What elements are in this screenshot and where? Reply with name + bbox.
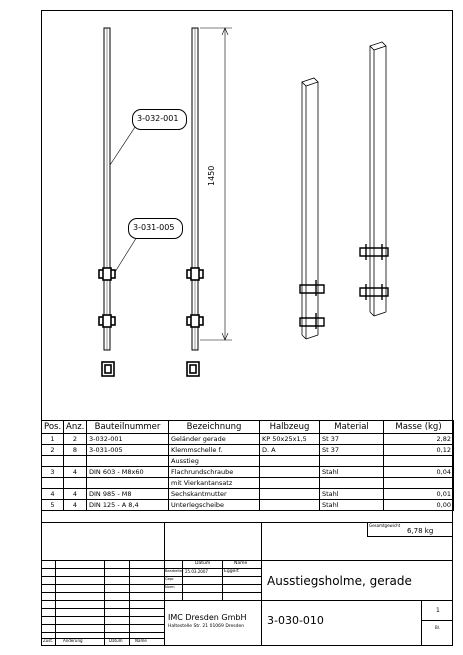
cell: 4 <box>42 489 64 500</box>
cell: 0,12 <box>384 445 454 456</box>
cell: St 37 <box>320 445 384 456</box>
iso-rail-left <box>300 78 324 339</box>
cell <box>260 467 320 478</box>
cell: 2,82 <box>384 434 454 445</box>
bearb-name: Eggert <box>224 569 239 574</box>
cell <box>260 489 320 500</box>
cell: DIN 125 - A 8,4 <box>87 500 169 511</box>
table-row <box>42 434 454 445</box>
cell <box>64 478 87 489</box>
cell <box>42 478 64 489</box>
mass-label: Gesamtgewicht <box>369 523 401 528</box>
title-block <box>41 522 453 646</box>
cell: Stahl <box>320 500 384 511</box>
company-name: IMC Dresden GmbH <box>168 613 247 622</box>
cell <box>87 456 169 467</box>
table-row <box>42 500 454 511</box>
col-header-part-number: Bauteilnummer <box>87 421 169 434</box>
cell <box>87 478 169 489</box>
name-small-label: Name <box>135 638 147 643</box>
cell: D. A <box>260 445 320 456</box>
cell: Unterlegscheibe <box>169 500 260 511</box>
cell: 0,04 <box>384 467 454 478</box>
cell: Stahl <box>320 467 384 478</box>
cell: 5 <box>42 500 64 511</box>
table-row <box>42 467 454 478</box>
callout-bubble-2 <box>128 218 183 239</box>
cell <box>260 500 320 511</box>
col-header-description: Bezeichnung <box>169 421 260 434</box>
col-header-semi-product: Halbzeug <box>260 421 320 434</box>
date-label: Datum <box>109 638 123 643</box>
cell: 2 <box>42 445 64 456</box>
sheet-number: 1 <box>436 607 440 614</box>
cell: 3-031-005 <box>87 445 169 456</box>
cell <box>320 456 384 467</box>
norm-label: Norm <box>165 585 175 589</box>
cell <box>320 478 384 489</box>
col-header-mass: Masse (kg) <box>384 421 454 434</box>
cell: 3 <box>42 467 64 478</box>
front-view-rail-left <box>104 28 110 350</box>
cell <box>64 456 87 467</box>
dimension-value: 1450 <box>207 165 216 186</box>
cell: Geländer gerade <box>169 434 260 445</box>
cell: 2 <box>64 434 87 445</box>
cell: Sechskantmutter <box>169 489 260 500</box>
cell: 0,01 <box>384 489 454 500</box>
callout-label-2: 3-031-005 <box>133 223 175 232</box>
clamp-symbols <box>99 268 203 376</box>
table-row <box>42 456 454 467</box>
drawing-title: Ausstiegsholme, gerade <box>267 574 412 588</box>
col-header-material: Material <box>320 421 384 434</box>
cell: Flachrundschraube <box>169 467 260 478</box>
cell <box>260 478 320 489</box>
callout-label-1: 3-032-001 <box>137 114 179 123</box>
cell: 4 <box>64 467 87 478</box>
callout-bubble-1 <box>132 109 187 130</box>
technical-drawing <box>41 10 453 422</box>
cell <box>42 456 64 467</box>
cell <box>260 456 320 467</box>
cell: Stahl <box>320 489 384 500</box>
company-address: Haltestelle Str. 21 01069 Dresden <box>168 624 245 629</box>
cell: Ausstieg <box>169 456 260 467</box>
change-label: Änderung <box>63 638 83 643</box>
table-row <box>42 478 454 489</box>
cell: Klemmschelle f. <box>169 445 260 456</box>
cell: 4 <box>64 489 87 500</box>
parts-list-header <box>42 421 454 434</box>
cell: DIN 985 - M8 <box>87 489 169 500</box>
bearb-date: 25.03.2007 <box>185 569 208 574</box>
gepr-label: Gepr. <box>165 577 175 581</box>
cell: 0,00 <box>384 500 454 511</box>
table-row <box>42 489 454 500</box>
cell: 4 <box>64 500 87 511</box>
cell: 1 <box>42 434 64 445</box>
cell: 8 <box>64 445 87 456</box>
cell: DIN 603 - M8x60 <box>87 467 169 478</box>
cell: mit Vierkantansatz <box>169 478 260 489</box>
bearb-label: Bearbeitet <box>165 569 184 573</box>
leader-line-1 <box>110 124 137 165</box>
mass-value: 6,78 kg <box>407 527 434 535</box>
dimension-line <box>200 28 232 340</box>
cell: St 37 <box>320 434 384 445</box>
cell <box>384 456 454 467</box>
sheet-label: Bl. <box>435 625 441 630</box>
rev-label: Zust. <box>43 638 54 643</box>
col-header-pos: Pos. <box>42 421 64 434</box>
parts-list-table <box>41 420 454 511</box>
drawing-number: 3-030-010 <box>267 614 324 627</box>
cell: 3-032-001 <box>87 434 169 445</box>
cell: KP 50x25x1,5 <box>260 434 320 445</box>
datum-label: Datum <box>195 561 211 566</box>
iso-rail-right <box>360 42 388 316</box>
table-row <box>42 445 454 456</box>
name-label: Name <box>234 561 248 566</box>
front-view-rail-right <box>192 28 198 350</box>
cell <box>384 478 454 489</box>
col-header-qty: Anz. <box>64 421 87 434</box>
